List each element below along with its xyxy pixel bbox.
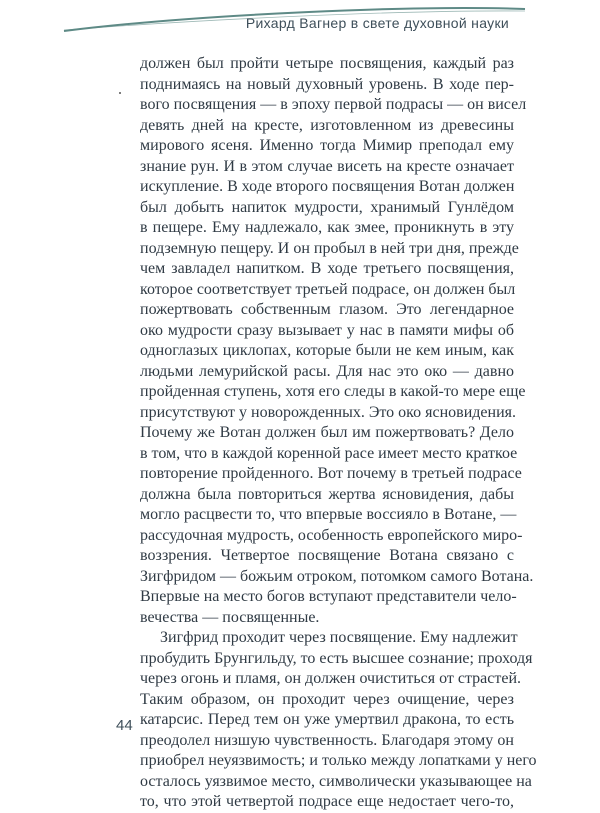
text-line: пройденная ступень, хотя его следы в какой-то мере еще: [140, 383, 526, 400]
print-speck: [119, 92, 121, 94]
text-line: мирового ясеня. Именно тогда Мимир преподал ему: [140, 137, 514, 154]
page-header: [0, 0, 600, 40]
text-line: рассудочная мудрость, особенность европейского миро-: [140, 526, 523, 544]
paragraph-start-line: Зигфрид проходит через посвящение. Ему надлежит: [160, 629, 518, 646]
text-line: должна была повториться жертва ясновидения, дабы: [140, 485, 514, 503]
text-line: око мудрости сразу вызывает у нас в памяти мифы об: [140, 321, 514, 339]
text-line: людьми лемурийской расы. Для нас это око — давно: [140, 362, 514, 380]
text-line: искупление. В ходе второго посвящения Вотан должен: [140, 178, 515, 195]
paragraph-end-line: вечества — посвященные.: [140, 608, 320, 626]
text-line: должен был пройти четыре посвящения, каждый раз: [140, 55, 514, 72]
text-line: подземную пещеру. И он пробыл в ней три дня, прежде: [140, 239, 519, 257]
text-line: был добыть напиток мудрости, хранимый Гунлёдом: [140, 198, 514, 216]
text-line: осталось уязвимое место, символически указывающее на: [140, 772, 532, 790]
text-line: знание рун. И в этом случае висеть на кресте означает: [140, 157, 514, 175]
text-line: пожертвовать собственным глазом. Это легендарное: [140, 301, 514, 318]
body-text: [140, 54, 537, 813]
text-line: Таким образом, он проходит через очищение, через: [140, 690, 514, 708]
text-line: девять дней на кресте, изготовленном из древесины: [140, 116, 514, 134]
text-line: чем завладел напитком. В ходе третьего посвящения,: [140, 260, 514, 277]
text-line: вого посвящения — в эпоху первой подрасы — он висел: [140, 96, 527, 113]
text-line: Зигфридом — божьим отроком, потомком самого Вотана.: [140, 567, 534, 585]
text-line: Почему же Вотан должен был им пожертвовать? Дело: [140, 424, 514, 441]
text-line: воззрения. Четвертое посвящение Вотана связано с: [140, 547, 514, 564]
text-line: то, что этой четвертой подрасе еще недостает чего-то,: [140, 793, 514, 810]
text-line: приобрел неуязвимость; и только между лопатками у него: [140, 752, 537, 769]
text-line: могло расцвести то, что впервые воссияло в Вотане, —: [140, 506, 517, 523]
text-line: катарсис. Перед тем он уже умертвил дракона, то есть: [140, 711, 514, 728]
text-line: через огонь и пламя, он должен очиститься от страстей.: [140, 670, 521, 687]
running-title: Рихард Вагнер в свете духовной науки: [245, 15, 509, 31]
text-line: в том, что в каждой коренной расе имеет место краткое: [140, 444, 518, 462]
text-line: преодолел низшую чувственность. Благодаря этому он: [140, 731, 514, 749]
text-line: пробудить Брунгильду, то есть высшее сознание; проходя: [140, 649, 533, 667]
text-line: присутствуют у новорожденных. Это око ясновидения.: [140, 403, 516, 421]
text-line: которое соответствует третьей подрасе, он должен был: [140, 280, 516, 298]
page-number: 44: [116, 717, 133, 734]
text-line: Впервые на место богов вступают представители чело-: [140, 588, 517, 605]
text-line: одноглазых циклопах, которые были не кем иным, как: [140, 342, 514, 359]
text-line: повторение пройденного. Вот почему в третьей подрасе: [140, 465, 522, 482]
text-line: в пещере. Ему надлежало, как змее, проникнуть в эту: [140, 219, 514, 236]
text-line: поднимаясь на новый духовный уровень. В ходе пер-: [140, 75, 514, 93]
